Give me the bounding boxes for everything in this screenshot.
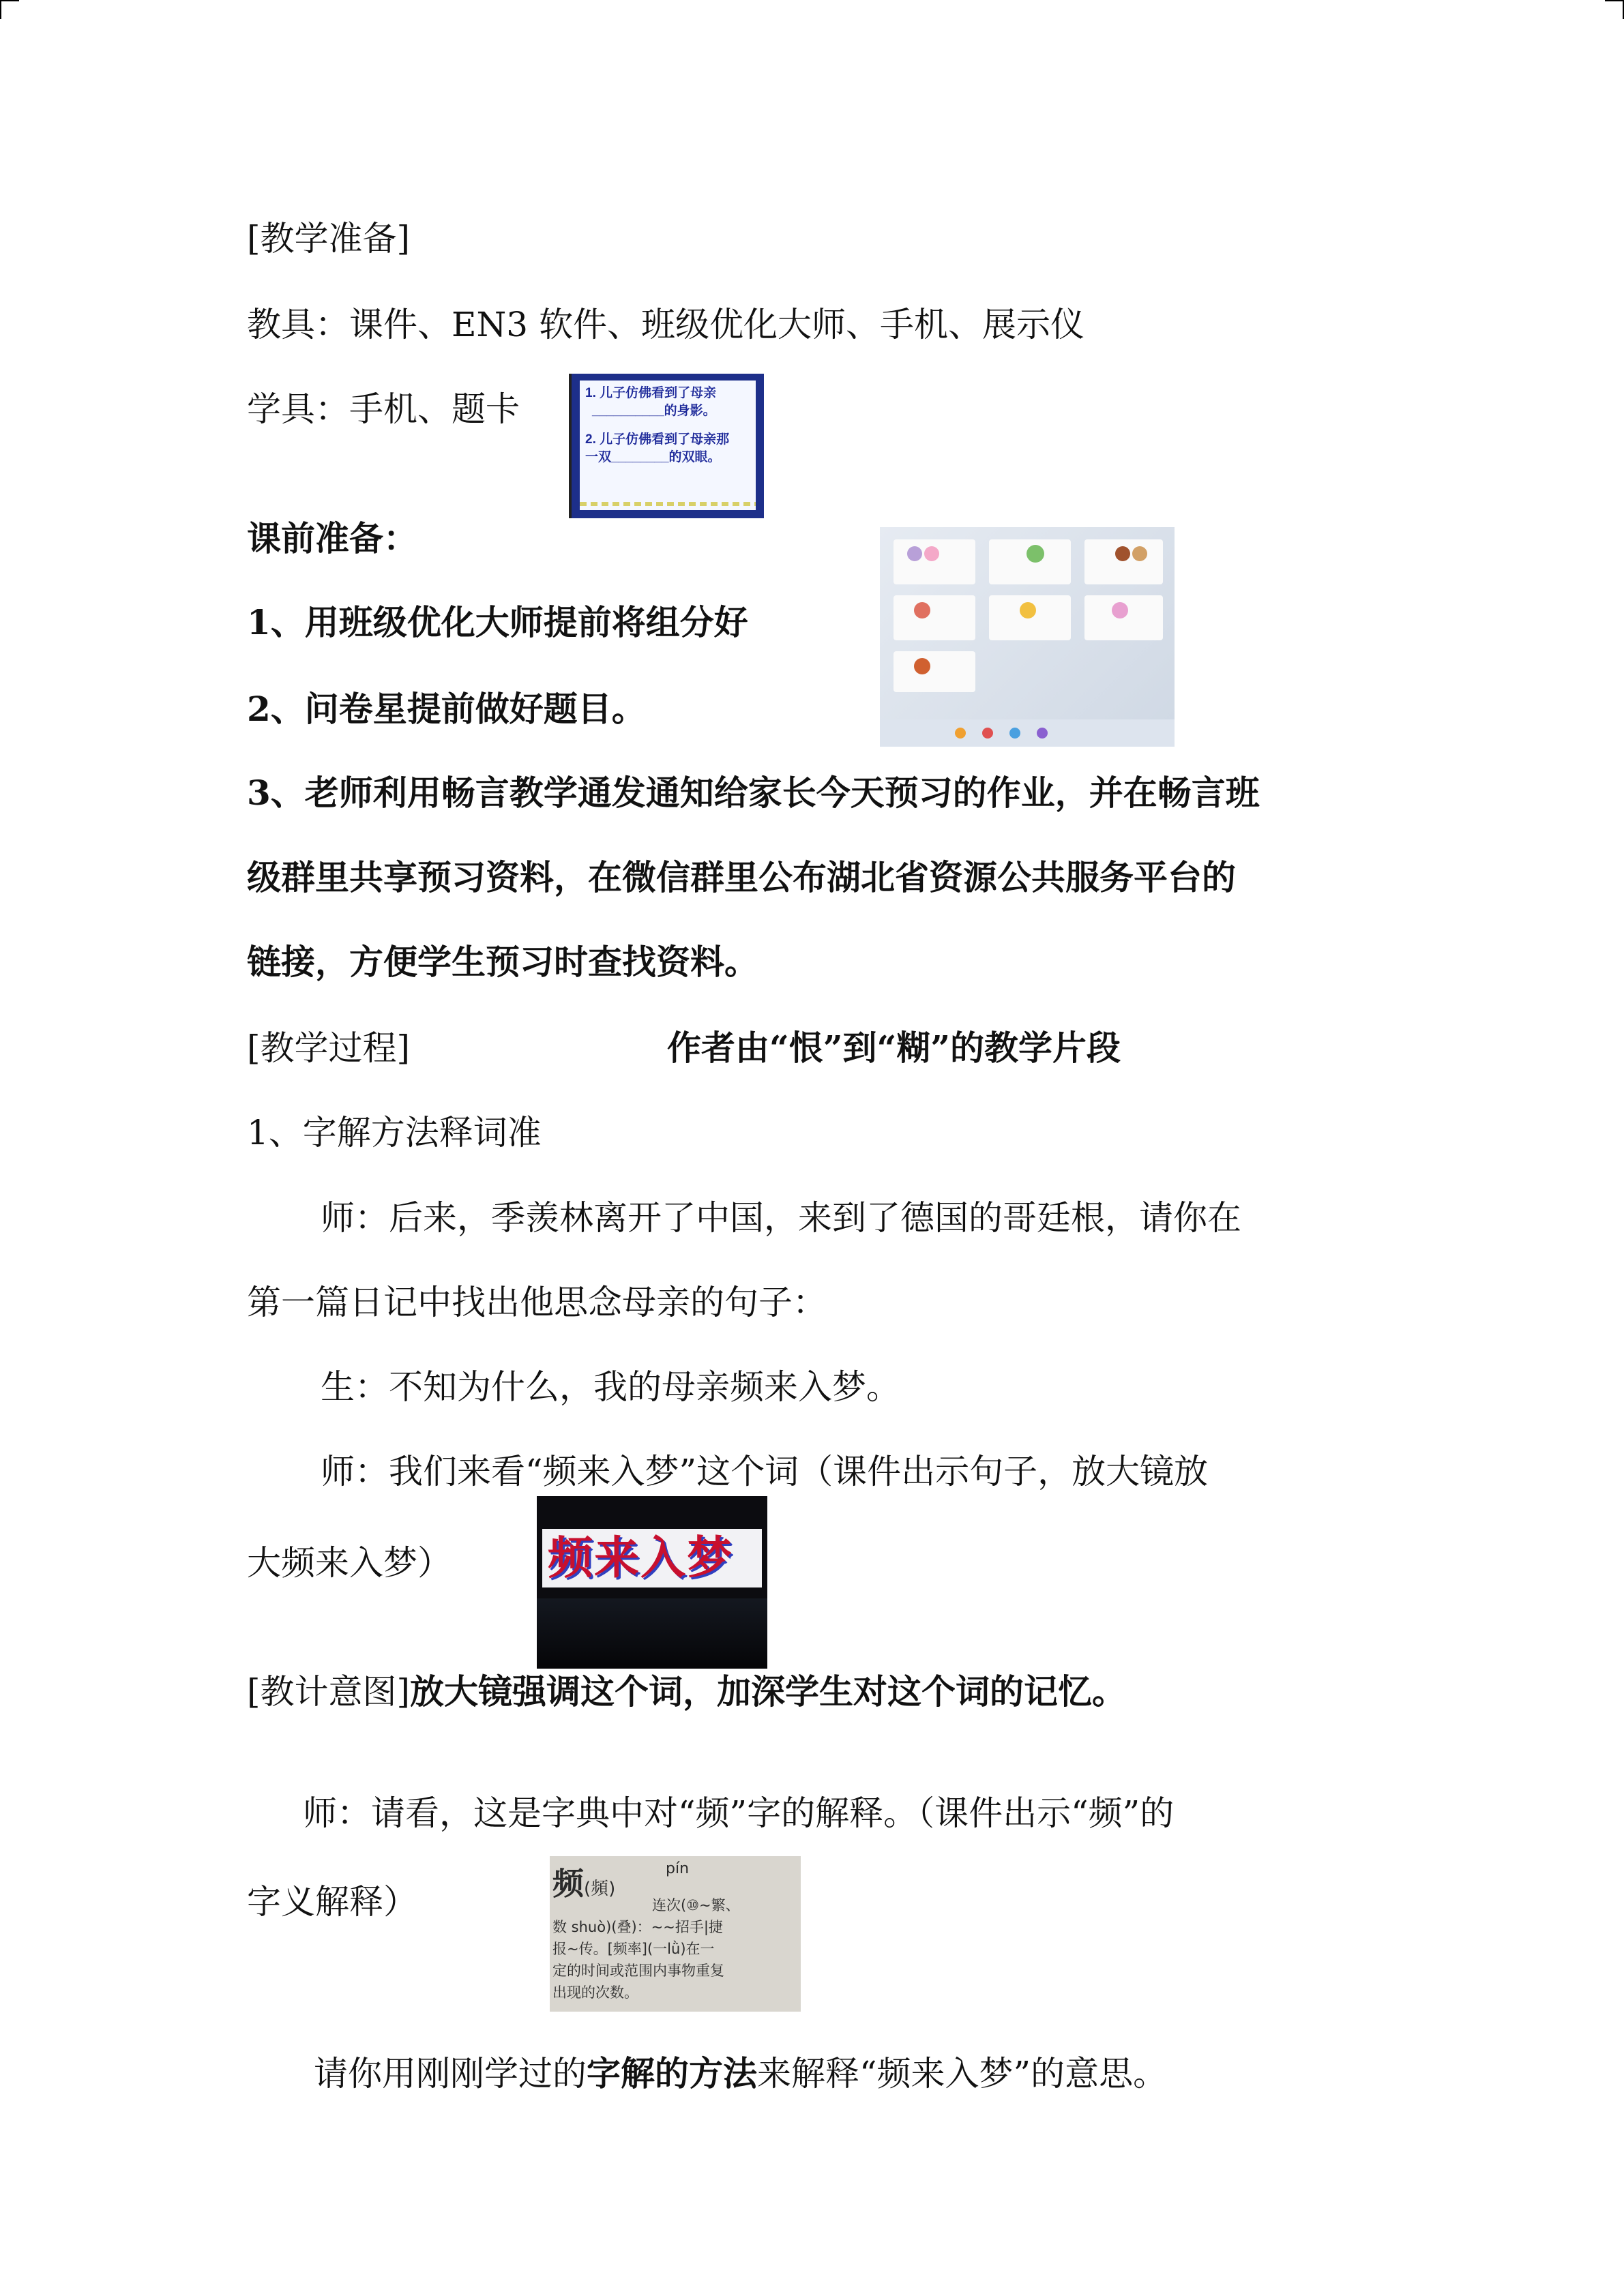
teacher-line-3b: 字义解释） [247,1882,417,1922]
dict-trad: (頻) [584,1879,616,1899]
zoom-word-photo [537,1496,767,1669]
prompt-pre: 请你用刚刚学过的 [314,2054,587,2093]
prompt-post: 来解释“频来入梦”的意思。 [757,2054,1168,2093]
class-groups-photo [880,527,1175,747]
card-q1-line2: __________的身影。 [592,404,716,418]
teacher-line-1a: 师：后来，季羡林离开了中国，来到了德国的哥廷根，请你在 [321,1198,1241,1238]
pre-class-item-3-line1: 3、老师利用畅言教学通发通知给家长今天预习的作业，并在畅言班 [247,773,1260,813]
pre-class-item-1: 1、用班级优化大师提前将组分好 [247,602,748,642]
segment-title: 作者由“恨”到“糊”的教学片段 [667,1028,1121,1068]
pre-class-item-3-line3: 链接，方便学生预习时查找资料。 [247,942,758,982]
dict-line-5: 出现的次数。 [552,1984,638,2001]
teacher-line-2a: 师：我们来看“频来入梦”这个词（课件出示句子，放大镜放 [321,1452,1209,1491]
dict-line-2: 数 shuò)(叠)：~~招手|捷 [552,1919,723,1935]
design-intent [247,1671,1126,1712]
teacher-line-3a: 师：请看，这是字典中对“频”字的解释。（课件出示“频”的 [303,1793,1175,1833]
card-q2-line1: 2. 儿子仿佛看到了母亲那 [585,432,730,447]
dict-char: 频 [552,1865,584,1902]
student-line-1: 生：不知为什么，我的母亲频来入梦。 [321,1367,900,1407]
pre-class-item-3-line2: 级群里共享预习资料，在微信群里公布湖北省资源公共服务平台的 [247,857,1236,897]
dict-pinyin: pín [666,1860,690,1877]
step-1-heading: 1、字解方法释词准 [247,1113,542,1152]
card-bottom-stripe [580,502,756,506]
student-tools: 学具：手机、题卡 [247,389,520,429]
dictionary-photo [550,1856,801,2012]
dict-line-4: 定的时间或范围内事物重复 [552,1963,724,1979]
prompt-bold: 字解的方法 [587,2053,757,2093]
design-intent-text: 放大镜强调这个词，加深学生对这个词的记忆。 [410,1671,1127,1712]
card-q1-line1: 1. 儿子仿佛看到了母亲 [585,386,717,400]
dict-line-1: 连次(⑩~繁、 [652,1897,740,1913]
process-heading: [教学过程] [247,1028,411,1068]
zoom-word-text: 频来入梦 [548,1531,733,1584]
question-card-photo [569,374,764,518]
dict-line-3: 报~传。[频率](一lǜ)在一 [552,1941,715,1957]
prompt-line [314,2053,1167,2094]
pre-class-item-2: 2、问卷星提前做好题目。 [247,689,646,729]
teacher-tools: 教具：课件、EN3 软件、班级优化大师、手机、展示仪 [247,305,1084,344]
card-q2-line2: 一双________的双眼。 [585,450,721,464]
teacher-line-2b: 大频来入梦） [247,1543,452,1583]
teacher-line-1b: 第一篇日记中找出他思念母亲的句子： [247,1283,827,1322]
prep-heading: [教学准备] [247,219,411,258]
design-intent-label: [教计意图] [247,1672,411,1712]
pre-class-heading: 课前准备： [247,518,417,558]
